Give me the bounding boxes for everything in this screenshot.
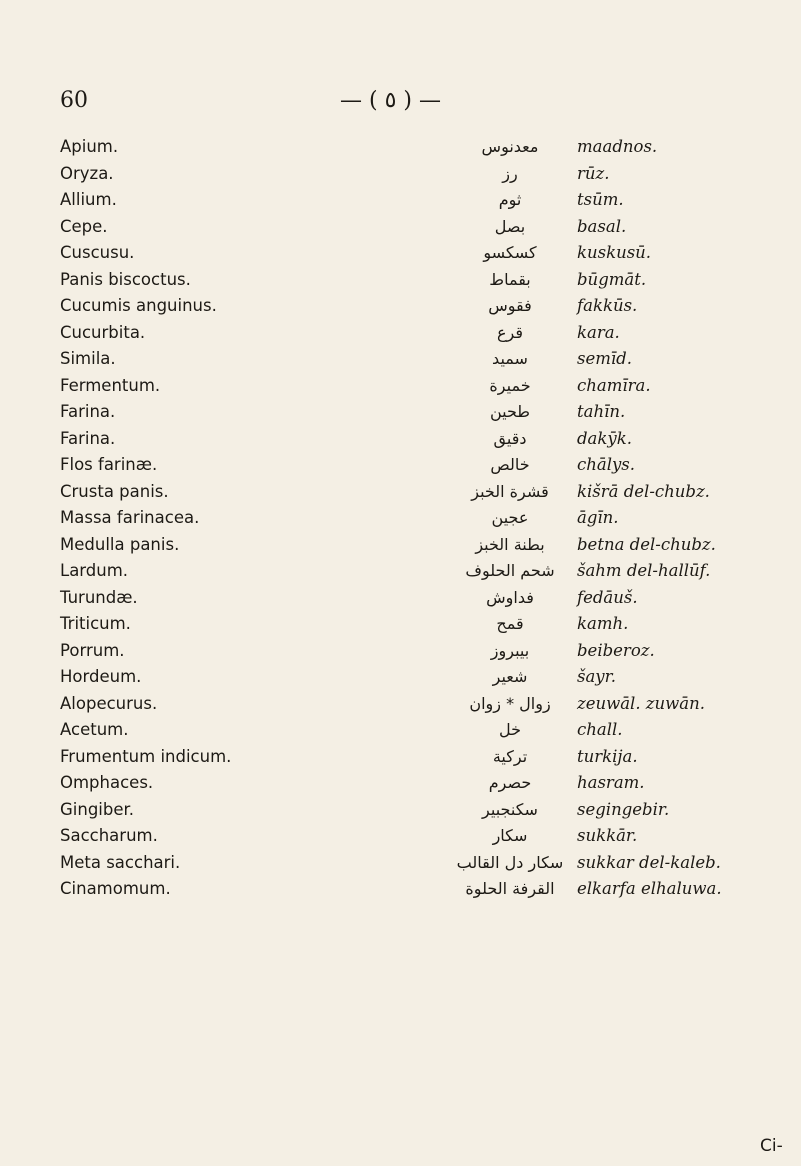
page-number: 60 — [60, 88, 88, 113]
arabic-term: القرفة الحلوة — [465, 879, 555, 898]
latin-term: Acetum. — [60, 720, 129, 739]
arabic-term: بصل — [494, 216, 526, 236]
transliteration: chālys. — [577, 455, 636, 474]
vocabulary-row — [0, 323, 801, 350]
transliteration: šayr. — [577, 667, 616, 686]
vocabulary-row — [0, 296, 801, 323]
latin-term: Farina. — [60, 428, 116, 448]
transliteration: zeuwāl. zuwān. — [577, 693, 705, 713]
vocabulary-row — [0, 773, 801, 800]
arabic-term: حصرم — [488, 773, 532, 792]
arabic-term: سميد — [492, 349, 528, 368]
arabic-term: ثوم — [498, 190, 522, 209]
vocabulary-row — [0, 137, 801, 164]
vocabulary-row — [0, 720, 801, 747]
transliteration: kara. — [577, 322, 620, 342]
vocabulary-row — [0, 800, 801, 827]
arabic-term: دقيق — [493, 428, 527, 448]
latin-term: Triticum. — [60, 614, 131, 633]
arabic-term: تركية — [492, 746, 528, 766]
vocabulary-row — [0, 376, 801, 403]
vocabulary-row — [0, 588, 801, 615]
transliteration: elkarfa elhaluwa. — [577, 879, 722, 898]
transliteration: āgīn. — [577, 508, 619, 527]
arabic-term: فقوس — [488, 296, 532, 315]
vocabulary-row — [0, 429, 801, 456]
vocabulary-row — [0, 826, 801, 853]
vocabulary-row — [0, 402, 801, 429]
arabic-term: قشرة الخبز — [471, 481, 549, 501]
latin-term: Medulla panis. — [60, 534, 180, 554]
vocabulary-row — [0, 243, 801, 270]
arabic-term: سكنجبير — [482, 799, 538, 819]
latin-term: Alopecurus. — [60, 693, 158, 713]
arabic-term: شحم الحلوف — [465, 561, 555, 580]
transliteration: rūz. — [577, 163, 610, 183]
latin-term: Frumentum indicum. — [60, 746, 232, 766]
latin-term: Simila. — [60, 349, 116, 368]
arabic-term: رز — [502, 163, 518, 183]
vocabulary-row — [0, 508, 801, 535]
transliteration: kuskusū. — [577, 243, 652, 262]
transliteration: dakȳk. — [577, 428, 632, 448]
latin-term: Lardum. — [60, 561, 129, 580]
arabic-term: قرع — [496, 322, 524, 342]
vocabulary-row — [0, 879, 801, 906]
latin-term: Gingiber. — [60, 799, 135, 819]
vocabulary-row — [0, 641, 801, 668]
latin-term: Oryza. — [60, 163, 114, 183]
transliteration: fedāuš. — [577, 587, 638, 607]
arabic-term: بيبروز — [490, 640, 530, 660]
arabic-term: شعير — [492, 667, 528, 686]
arabic-term: قمح — [496, 614, 524, 633]
latin-term: Porrum. — [60, 640, 125, 660]
transliteration: kišrā del-chubz. — [577, 481, 710, 501]
transliteration: chall. — [577, 720, 623, 739]
transliteration: fakkūs. — [577, 296, 638, 315]
latin-term: Cinamomum. — [60, 879, 171, 898]
latin-term: Meta sacchari. — [60, 852, 181, 872]
latin-term: Panis biscoctus. — [60, 269, 191, 289]
vocabulary-row — [0, 614, 801, 641]
latin-term: Turundæ. — [60, 587, 138, 607]
transliteration: hasram. — [577, 773, 645, 792]
latin-term: Massa farinacea. — [60, 508, 200, 527]
transliteration: kamh. — [577, 614, 629, 633]
vocabulary-row — [0, 853, 801, 880]
transliteration: basal. — [577, 216, 627, 236]
arabic-term: خميرة — [489, 375, 531, 395]
vocabulary-row — [0, 455, 801, 482]
arabic-term: طحين — [489, 402, 531, 421]
latin-term: Omphaces. — [60, 773, 154, 792]
transliteration: sukkar del-kaleb. — [577, 852, 721, 872]
vocabulary-list — [0, 137, 801, 906]
transliteration: tsūm. — [577, 190, 624, 209]
catchword: Ci- — [760, 1136, 783, 1156]
transliteration: chamīra. — [577, 375, 651, 395]
vocabulary-row — [0, 270, 801, 297]
vocabulary-row — [0, 535, 801, 562]
transliteration: būgmāt. — [577, 269, 647, 289]
transliteration: šahm del-hallūf. — [577, 561, 711, 580]
transliteration: sukkār. — [577, 826, 638, 845]
arabic-term: فداوش — [486, 587, 534, 607]
transliteration: beiberoz. — [577, 640, 655, 660]
latin-term: Allium. — [60, 190, 117, 209]
latin-term: Cuscusu. — [60, 243, 135, 262]
vocabulary-row — [0, 694, 801, 721]
vocabulary-row — [0, 349, 801, 376]
arabic-term: خالص — [490, 455, 530, 474]
latin-term: Apium. — [60, 137, 119, 156]
vocabulary-row — [0, 164, 801, 191]
vocabulary-row — [0, 747, 801, 774]
latin-term: Saccharum. — [60, 826, 158, 845]
arabic-term: كسكسو — [483, 243, 537, 262]
latin-term: Crusta panis. — [60, 481, 169, 501]
vocabulary-row — [0, 482, 801, 509]
arabic-term: بقماط — [489, 269, 531, 289]
transliteration: maadnos. — [577, 137, 658, 156]
transliteration: betna del-chubz. — [577, 534, 716, 554]
arabic-term: زوال * زوان — [469, 693, 551, 713]
latin-term: Cepe. — [60, 216, 108, 236]
arabic-term: سكار دل القالب — [456, 852, 564, 872]
latin-term: Flos farinæ. — [60, 455, 158, 474]
latin-term: Hordeum. — [60, 667, 142, 686]
arabic-term: عجين — [491, 508, 529, 527]
latin-term: Cucumis anguinus. — [60, 296, 217, 315]
arabic-term: معدنوس — [481, 137, 539, 156]
vocabulary-row — [0, 217, 801, 244]
arabic-term: سكار — [492, 826, 528, 845]
running-head: — ( ٥ ) — — [340, 88, 441, 113]
vocabulary-row — [0, 190, 801, 217]
page-header — [0, 88, 801, 118]
transliteration: semīd. — [577, 349, 632, 368]
transliteration: segingebir. — [577, 799, 670, 819]
vocabulary-row — [0, 667, 801, 694]
vocabulary-row — [0, 561, 801, 588]
arabic-term: بطنة الخبز — [475, 534, 545, 554]
latin-term: Farina. — [60, 402, 116, 421]
arabic-term: خل — [498, 720, 521, 739]
transliteration: tahīn. — [577, 402, 626, 421]
latin-term: Fermentum. — [60, 375, 161, 395]
transliteration: turkija. — [577, 746, 638, 766]
latin-term: Cucurbita. — [60, 322, 146, 342]
